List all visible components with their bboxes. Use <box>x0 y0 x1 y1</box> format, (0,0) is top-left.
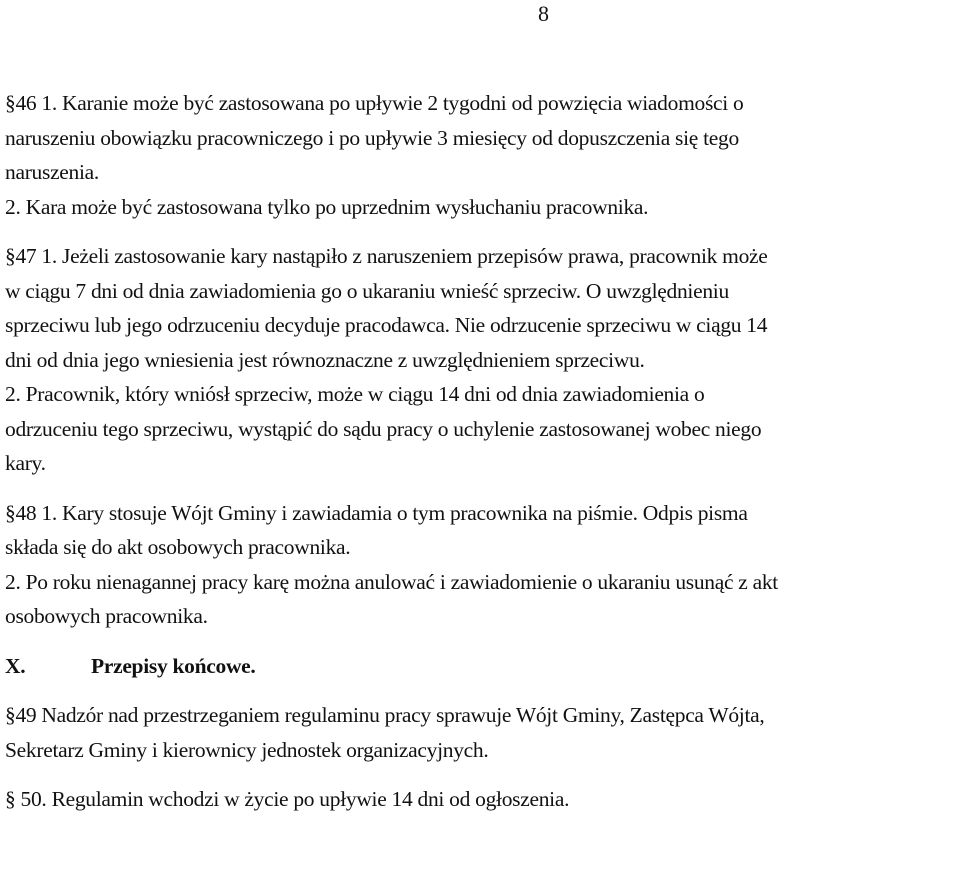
text-line: kary. <box>5 451 46 475</box>
text-line: naruszeniu obowiązku pracowniczego i po upływie 3 miesięcy od dopuszczenia się tego <box>5 125 739 150</box>
text-line: sprzeciwu lub jego odrzuceniu decyduje pracodawca. Nie odrzucenie sprzeciwu w ciągu 14 <box>5 313 768 337</box>
page-number: 8 <box>538 1 549 26</box>
spacer <box>5 634 955 649</box>
text-line: 2. Kara może być zastosowana tylko po uprzednim wysłuchaniu pracownika. <box>5 194 649 219</box>
text-line: 2. Po roku nienagannej pracy karę można anulować i zawiadomienie o ukaraniu usunąć z akt <box>5 569 778 594</box>
paragraph-49 <box>5 698 955 767</box>
paragraph-46 <box>5 86 955 224</box>
paragraph-50 <box>5 782 955 817</box>
text-line: odrzuceniu tego sprzeciwu, wystąpić do sądu pracy o uchylenie zastosowanej wobec niego <box>5 416 762 441</box>
text-line: w ciągu 7 dni od dnia zawiadomienia go o ukaraniu wnieść sprzeciw. O uwzględnieniu <box>5 278 729 303</box>
spacer <box>5 224 955 239</box>
text-line: osobowych pracownika. <box>5 604 208 628</box>
spacer <box>5 683 955 698</box>
text-line: §49 Nadzór nad przestrzeganiem regulaminu pracy sprawuje Wójt Gminy, Zastępca Wójta, <box>5 703 765 727</box>
text-line: §47 1. Jeżeli zastosowanie kary nastąpiło z naruszeniem przepisów prawa, pracownik może <box>5 244 768 268</box>
paragraph-47 <box>5 239 955 481</box>
text-line: dni od dnia jego wniesienia jest równoznaczne z uwzględnieniem sprzeciwu. <box>5 347 645 372</box>
document-body <box>5 86 955 817</box>
text-line: Sekretarz Gminy i kierownicy jednostek organizacyjnych. <box>5 737 489 762</box>
text-line: składa się do akt osobowych pracownika. <box>5 535 351 559</box>
text-line: §46 1. Karanie może być zastosowana po upływie 2 tygodni od powzięcia wiadomości o <box>5 91 744 115</box>
text-line: 2. Pracownik, który wniósł sprzeciw, może w ciągu 14 dni od dnia zawiadomienia o <box>5 382 705 406</box>
spacer <box>5 767 955 782</box>
paragraph-48 <box>5 496 955 634</box>
section-heading <box>5 649 955 684</box>
text-line: §48 1. Kary stosuje Wójt Gminy i zawiadamia o tym pracownika na piśmie. Odpis pisma <box>5 500 748 525</box>
spacer <box>5 481 955 496</box>
section-number: X. <box>5 653 26 678</box>
section-title: Przepisy końcowe. <box>91 653 256 678</box>
text-line: naruszenia. <box>5 160 99 184</box>
text-line: § 50. Regulamin wchodzi w życie po upływie 14 dni od ogłoszenia. <box>5 787 570 811</box>
